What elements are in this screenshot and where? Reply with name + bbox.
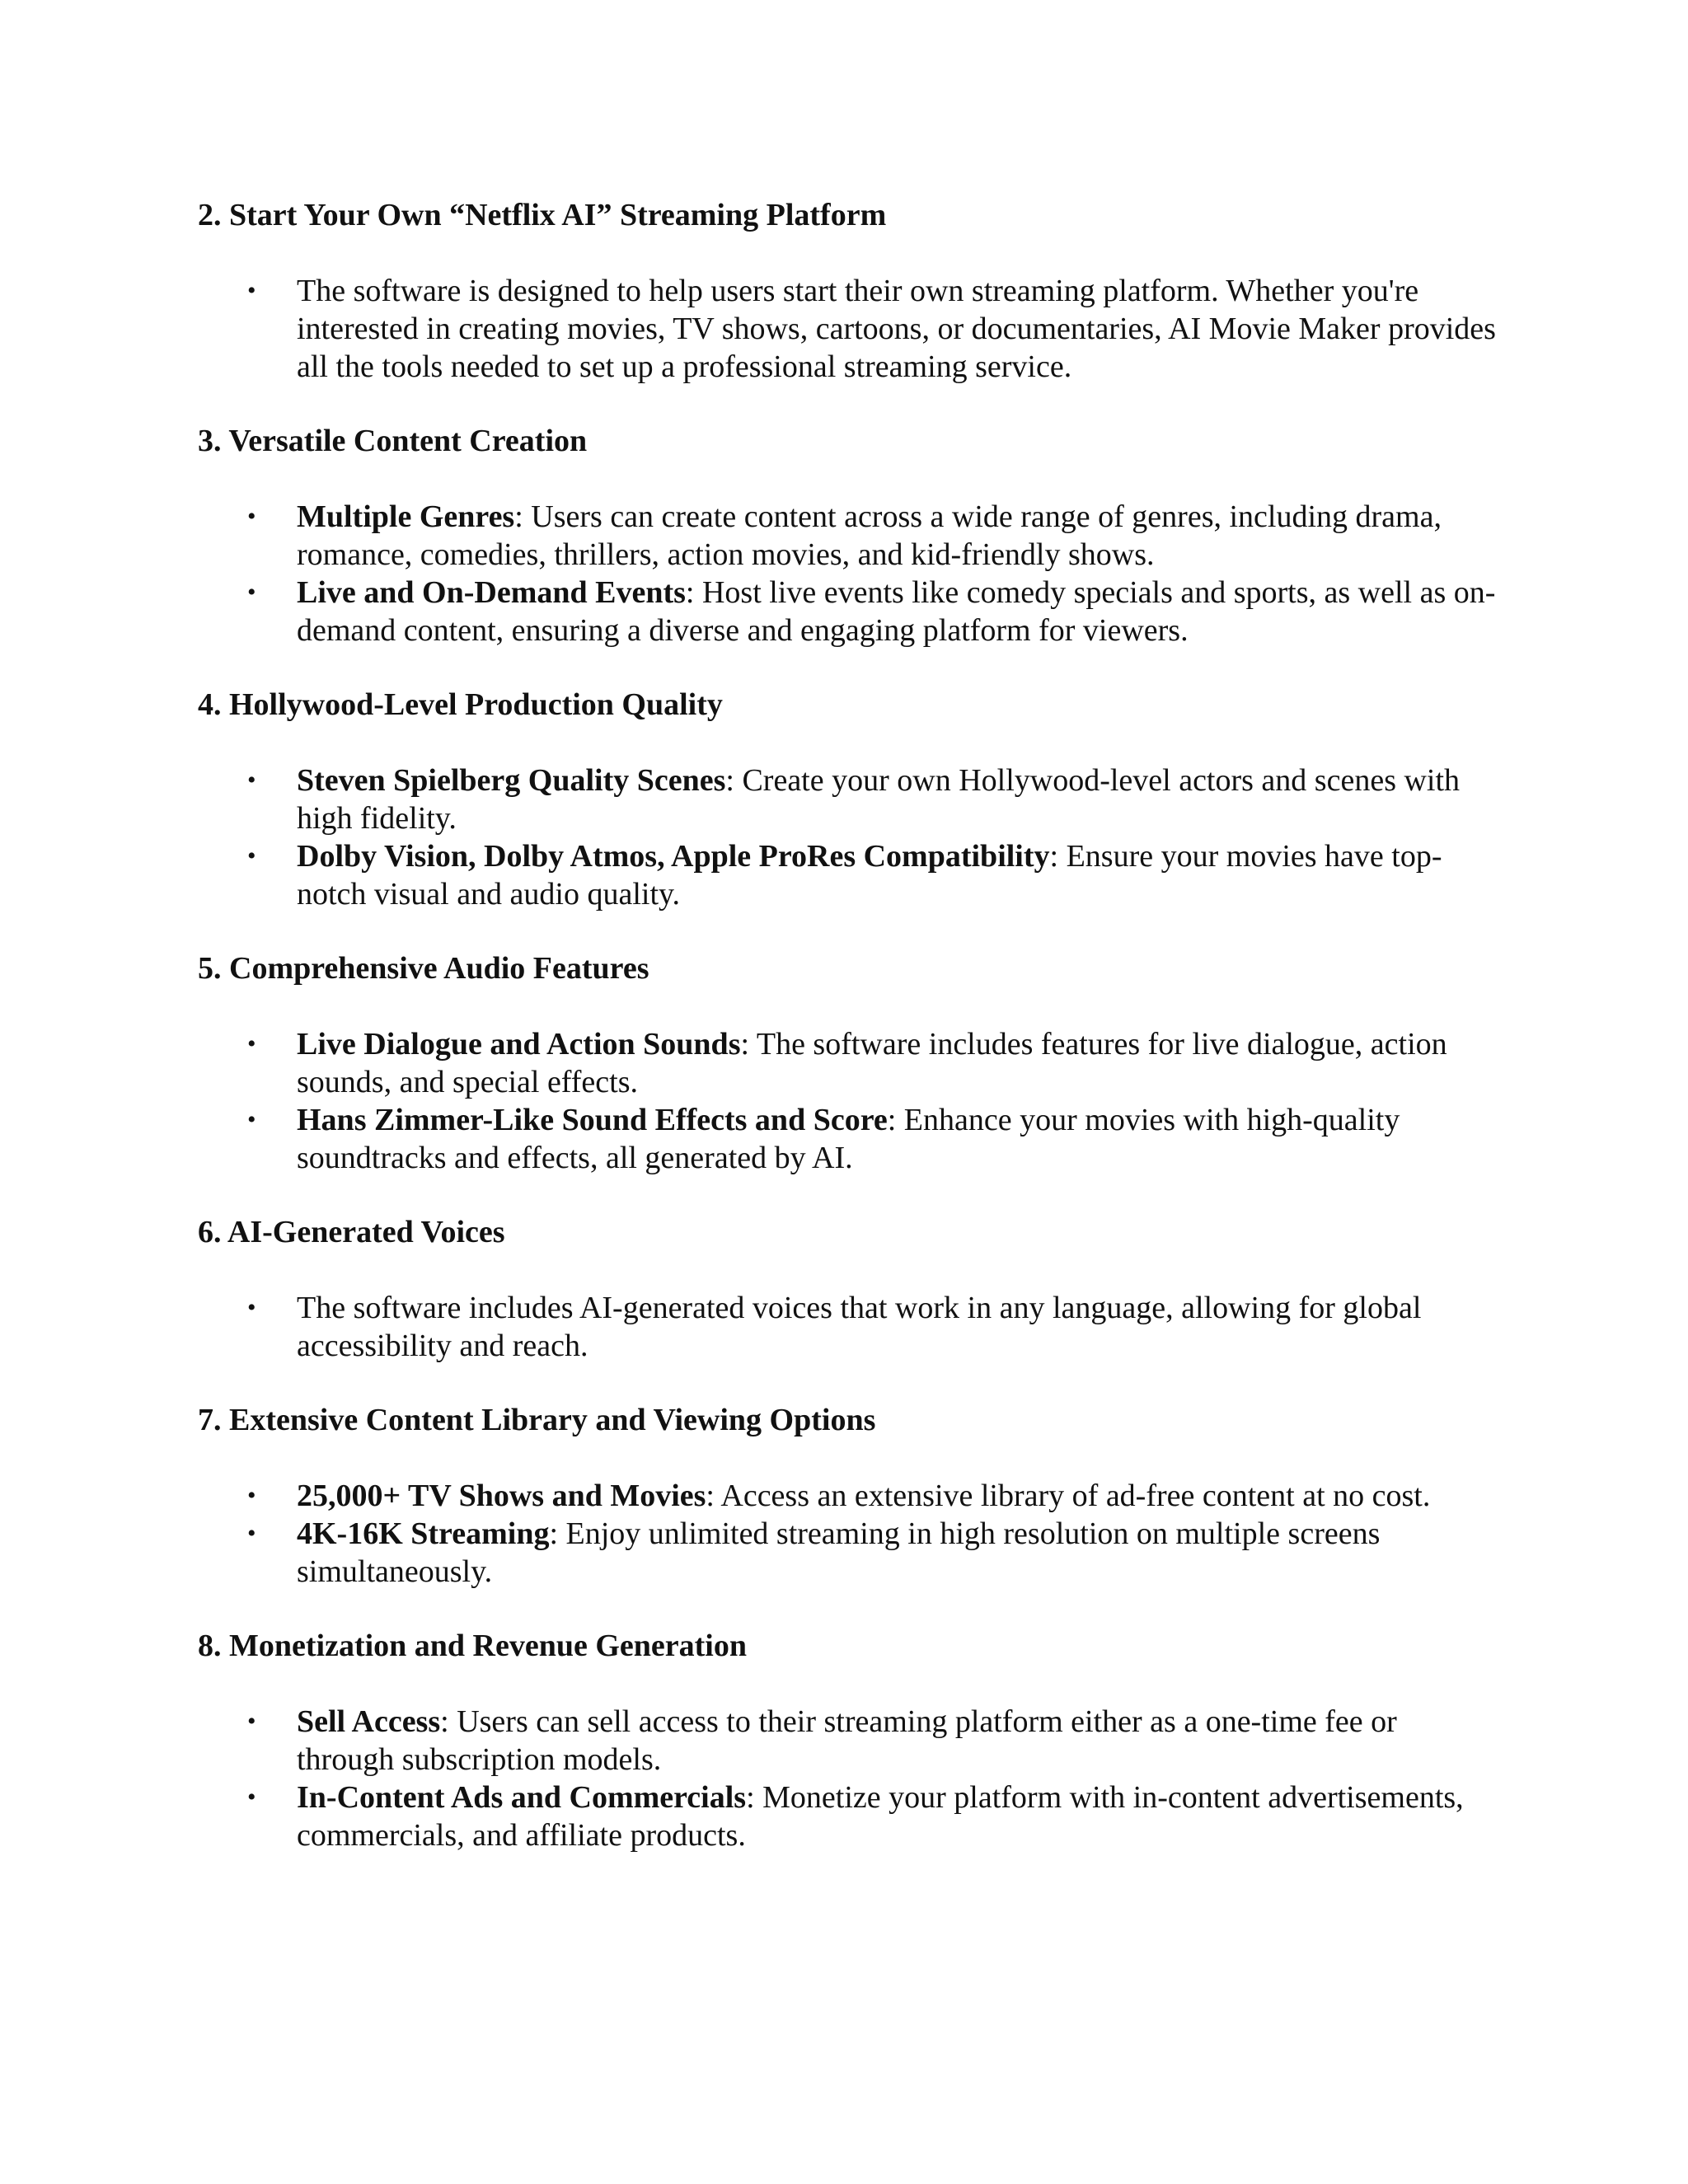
bullet-text: : Access an extensive library of ad-free content at no cost. <box>706 1479 1431 1513</box>
bullet-text: : Enjoy unlimited streaming in high resolution on multiple screens simultaneously. <box>297 1516 1381 1589</box>
list-item <box>198 837 1500 913</box>
list-item <box>198 1025 1500 1101</box>
list-item <box>198 1703 1500 1779</box>
bullet-list <box>198 272 1500 386</box>
section-heading: 6. AI-Generated Voices <box>198 1215 505 1249</box>
bullet-text: : Host live events like comedy specials and sports, as well as on-demand content, ensuring a diverse and engaging platform for viewers. <box>297 575 1496 648</box>
bullet-dot-icon: • <box>247 1030 256 1057</box>
section-7 <box>198 1401 1500 1591</box>
bullet-term: 4K-16K Streaming <box>297 1516 550 1551</box>
bullet-term: Dolby Vision, Dolby Atmos, Apple ProRes Compatibility <box>297 839 1050 874</box>
section-5 <box>198 949 1500 1177</box>
bullet-term: Live Dialogue and Action Sounds <box>297 1027 741 1062</box>
list-item <box>198 498 1500 574</box>
bullet-text: : Users can create content across a wide range of genres, including drama, romance, comedies, thrillers, action movies, and kid-friendly shows. <box>297 499 1442 572</box>
section-2 <box>198 196 1500 386</box>
document-content <box>198 196 1500 1891</box>
bullet-text: : Users can sell access to their streaming platform either as a one-time fee or through subscription models. <box>297 1704 1397 1777</box>
list-item <box>198 1289 1500 1365</box>
bullet-list <box>198 1703 1500 1854</box>
bullet-text: The software is designed to help users start their own streaming platform. Whether you're interested in creating movies, TV shows, cartoons, or documentaries, AI Movie Maker provides all the tools needed to set up a professional streaming service. <box>297 274 1496 384</box>
list-item <box>198 1477 1500 1515</box>
bullet-dot-icon: • <box>247 1482 256 1509</box>
bullet-dot-icon: • <box>247 1520 256 1547</box>
bullet-dot-icon: • <box>247 766 256 794</box>
section-8 <box>198 1627 1500 1854</box>
bullet-dot-icon: • <box>247 277 256 304</box>
section-6 <box>198 1213 1500 1365</box>
bullet-term: Live and On-Demand Events <box>297 575 686 610</box>
section-heading: 2. Start Your Own “Netflix AI” Streaming Platform <box>198 198 887 232</box>
bullet-list <box>198 498 1500 649</box>
section-heading: 7. Extensive Content Library and Viewing Options <box>198 1403 876 1437</box>
list-item <box>198 1515 1500 1591</box>
section-heading: 3. Versatile Content Creation <box>198 424 588 458</box>
bullet-term: Steven Spielberg Quality Scenes <box>297 763 726 798</box>
bullet-text: : Monetize your platform with in-content advertisements, commercials, and affiliate products. <box>297 1780 1464 1853</box>
bullet-dot-icon: • <box>247 842 256 869</box>
list-item <box>198 762 1500 837</box>
bullet-term: Sell Access <box>297 1704 441 1739</box>
bullet-term: In-Content Ads and Commercials <box>297 1780 747 1815</box>
bullet-term: Multiple Genres <box>297 499 515 534</box>
bullet-text: : Create your own Hollywood-level actors and scenes with high fidelity. <box>297 763 1461 836</box>
bullet-text: : The software includes features for live dialogue, action sounds, and special effects. <box>297 1027 1447 1099</box>
section-heading: 4. Hollywood-Level Production Quality <box>198 687 723 722</box>
section-heading: 8. Monetization and Revenue Generation <box>198 1629 748 1663</box>
list-item <box>198 1101 1500 1177</box>
section-3 <box>198 422 1500 649</box>
bullet-list <box>198 1025 1500 1177</box>
bullet-dot-icon: • <box>247 1106 256 1133</box>
list-item <box>198 1779 1500 1854</box>
bullet-list <box>198 1477 1500 1591</box>
section-heading: 5. Comprehensive Audio Features <box>198 951 649 986</box>
bullet-term: 25,000+ TV Shows and Movies <box>297 1479 706 1513</box>
bullet-list <box>198 1289 1500 1365</box>
bullet-dot-icon: • <box>247 1783 256 1811</box>
list-item <box>198 574 1500 649</box>
section-4 <box>198 686 1500 913</box>
bullet-text: The software includes AI-generated voices that work in any language, allowing for global accessibility and reach. <box>297 1291 1422 1363</box>
bullet-dot-icon: • <box>247 1294 256 1321</box>
bullet-term: Hans Zimmer-Like Sound Effects and Score <box>297 1103 888 1137</box>
bullet-dot-icon: • <box>247 1708 256 1735</box>
list-item <box>198 272 1500 386</box>
bullet-dot-icon: • <box>247 503 256 530</box>
bullet-dot-icon: • <box>247 579 256 606</box>
bullet-text: : Ensure your movies have top-notch visual and audio quality. <box>297 839 1442 912</box>
bullet-text: : Enhance your movies with high-quality soundtracks and effects, all generated by AI. <box>297 1103 1400 1175</box>
bullet-list <box>198 762 1500 913</box>
